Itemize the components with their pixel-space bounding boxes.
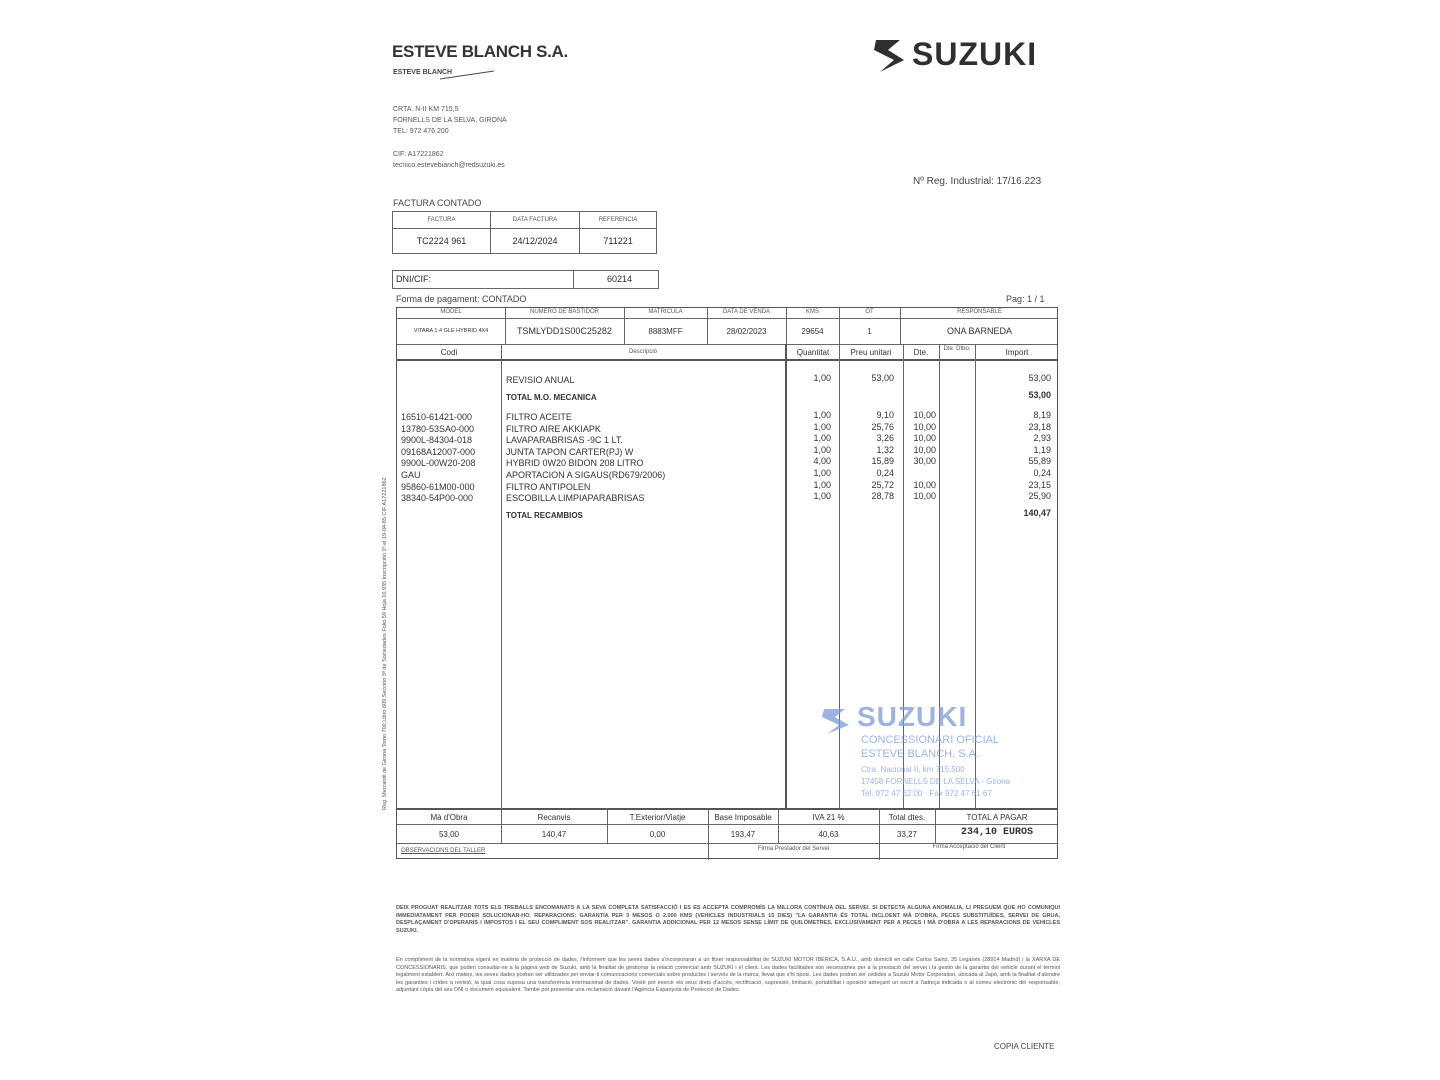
dealer-stamp: SUZUKI CONCESSIONARI OFICIAL ESTEVE BLANCH, S.A. Ctra. Nacional II, km 715,500 17458 FORNELLS DE LA SELVA - Girona Tel. 972 47 62 00 · Fax 972 47 61 67 bbox=[817, 701, 1037, 806]
total-travel: 0,00 bbox=[649, 830, 666, 839]
invoice-title: FACTURA CONTADO bbox=[393, 198, 482, 208]
invoice-header: REFERENCIA bbox=[580, 212, 657, 229]
parts-total-label: TOTAL RECAMBIOS bbox=[506, 511, 583, 520]
dni-label: DNI/CIF: bbox=[396, 274, 431, 284]
data-protection-terms: En compliment de la normativa vigent en matèria de protecció de dades, l'informem que les seves dades s'incorporaran a un fitxer responsabilitat de SUZUKI MOTOR IBÉRICA, S.A.U., amb domicili en calle Carlos Sainz, 35 Leganés (28914 Madrid) i la XARXA DE CONCESSIONARIS, que poden consultar-se a la pàgina web de Suzuki, amb la finalitat de gestionar la relació comercial amb SUZUKI i el client. Les dades facilitades són necessàries per a la prestació del servei i la gestió de la garantia del vehicle durant el termini legalment establert. Així mateix, les seves dades podran ser utilitzades per enviar-li comunicacions comercials sobre productes i serveis de la marca, llevat que s'hi oposi. Les dades podran ser cedides a Suzuki Motor Corporation, ubicada al Japó, amb la finalitat d'atendre les garanties i crides a revisió, la qual cosa suposa una transferència internacional de dades. Vostè pot exercir els seus drets d'accés, rectificació, supressió, limitació, portabilitat i oposició adreçant un escrit a l'adreça indicada o al correu electrònic del responsable, adjuntant còpia del seu DNI o document equivalent. També pot presentar una reclamació davant l'Agència Espanyola de Protecció de Dades. bbox=[396, 957, 1060, 994]
parts-codes: 16510-61421-000 13780-53SA0-000 9900L-84304-018 09168A12007-000 9900L-00W20-208 GAU 95860-61M00-000 38340-54P00-000 bbox=[401, 412, 476, 504]
stamp-suzuki-icon bbox=[819, 707, 855, 735]
copy-label: COPIA CLIENTE bbox=[994, 1042, 1055, 1051]
labour-price: 53,00 bbox=[871, 373, 894, 383]
total-vat: 40,63 bbox=[818, 830, 839, 839]
vehicle-plate: 8883MFF bbox=[648, 327, 683, 336]
invoice-lines-table bbox=[396, 307, 1058, 859]
labour-desc: REVISIO ANUAL bbox=[506, 375, 575, 385]
parts-descriptions: FILTRO ACEITE FILTRO AIRE AKKIAPK LAVAPARABRISAS -9C 1 LT. JUNTA TAPON CARTER(PJ) W HYBRID 0W20 BIDON 208 LITRO APORTACION A SIGAUS(RD679/2006) FILTRO ANTIPOLEN ESCOBILLA LIMPIAPARABRISAS bbox=[506, 412, 666, 504]
labour-total-label: TOTAL M.O. MECANICA bbox=[506, 393, 597, 402]
total-base: 193,47 bbox=[730, 830, 756, 839]
observations-label: OBSERVACIONS DEL TALLER bbox=[401, 848, 486, 854]
totals-header: TOTAL A PAGAR bbox=[966, 813, 1028, 822]
signature-mark bbox=[440, 70, 494, 80]
vehicle-header: KMS bbox=[805, 309, 819, 315]
vehicle-vin: TSMLYDD1S00C25282 bbox=[517, 326, 612, 336]
totals-header: T.Exterior/Viatje bbox=[629, 813, 686, 822]
service-signature-label: Firma Prestador del Servei bbox=[757, 846, 830, 852]
col-header-dte: Dte. bbox=[913, 348, 929, 357]
vehicle-header: MODEL bbox=[440, 309, 462, 315]
parts-amounts: 8,19 23,18 2,93 1,19 55,89 0,24 23,15 25,90 bbox=[1028, 410, 1051, 502]
vehicle-header: DATA DE VENDA bbox=[722, 309, 771, 315]
suzuki-logo: SUZUKI bbox=[870, 36, 1060, 76]
vehicle-header: RESPONSABLE bbox=[957, 309, 1002, 315]
client-code: 60214 bbox=[607, 274, 633, 284]
vehicle-kms: 29654 bbox=[801, 327, 824, 336]
col-header-dte2: Dte. Dtbo. bbox=[943, 346, 971, 352]
vehicle-header: NÚMERO DE BASTIDOR bbox=[529, 309, 599, 315]
suzuki-s-icon bbox=[870, 38, 910, 74]
col-header-desc: Descripció bbox=[628, 349, 657, 355]
company-name: ESTEVE BLANCH S.A. bbox=[392, 42, 568, 61]
invoice-info-table bbox=[392, 211, 657, 254]
payment-method: Forma de pagament: CONTADO bbox=[396, 294, 527, 304]
labour-total: 53,00 bbox=[1028, 390, 1051, 400]
invoice-number: TC2224 961 bbox=[393, 229, 491, 254]
mercantile-registry: Reg. Mercantil de Girona Tomo 700 Libro 609 Sección 3ª de Sociedades Folio 59 Hoja 10.935 Inscripción 1ª el 19-04-85 CIF A17221862 bbox=[382, 477, 388, 810]
vehicle-header: OT bbox=[865, 309, 874, 315]
labour-amount: 53,00 bbox=[1028, 373, 1051, 383]
totals-header: Mà d'Obra bbox=[430, 813, 468, 822]
vehicle-model: VITARA 1.4 GLE HYBRID 4X4 bbox=[413, 328, 489, 334]
total-discounts: 33,27 bbox=[896, 830, 918, 839]
vehicle-sale-date: 28/02/2023 bbox=[726, 327, 767, 336]
parts-discounts: 10,00 10,00 10,00 10,00 30,00 10,00 10,00 bbox=[913, 410, 936, 502]
vehicle-header: MATRÍCULA bbox=[648, 309, 683, 315]
warranty-terms: DEIX PROGUAT REALITZAR TOTS ELS TREBALLS ENCOMANATS A LA SEVA COMPLETA SATISFACCIÓ I ES ES ACCEPTA COMPROMÍS LA MILLORA CONTÍNUA DEL SERVEI. SI DETECTA ALGUNA ANOMALIA, LI PREGUEM QUE HO COMUNIQUI IMMEDIATAMENT PER PODER SOLUCIONAR-HO. REPARACIONS: GARANTIA PER 3 MESOS O 2.000 KMS (VEHICLES INDUSTRIALS 15 DIES) "LA GARANTIA ÉS TOTAL INCLOENT MÀ D'OBRA, PECES SUBSTITUÏDES, SERVEI DE GRUA, DESPLAÇAMENT D'OPERARIS I IMPOSTOS I EL SEU COMPLIMENT SOS REALITZAR". GARANTIA ADDICIONAL PER 12 MESOS SENSE LÍMIT DE QUILÒMETRES, EXCLUSIVAMENT PER A PECES I MÀ D'OBRA A LES REPARACIONS DE VEHICLES SUZUKI. bbox=[396, 905, 1060, 934]
parts-total: 140,47 bbox=[1023, 508, 1051, 518]
parts-quantities: 1,00 1,00 1,00 1,00 4,00 1,00 1,00 1,00 bbox=[813, 410, 831, 502]
total-to-pay: 234,10 EUROS bbox=[960, 827, 1033, 838]
invoice-reference: 711221 bbox=[580, 229, 657, 254]
totals-header: Total dtes. bbox=[888, 813, 926, 822]
totals-header: Recanvis bbox=[537, 813, 571, 822]
page-number: Pag: 1 / 1 bbox=[1006, 294, 1045, 304]
invoice-header: FACTURA bbox=[393, 212, 491, 229]
client-id-box bbox=[392, 270, 659, 289]
parts-prices: 9,10 25,76 3,26 1,32 15,89 0,24 25,72 28,78 bbox=[871, 410, 894, 502]
client-signature-label: Firma Acceptació del Client bbox=[932, 844, 1006, 850]
company-address: CRTA. N-II KM 715,5 FORNELLS DE LA SELVA, GIRONA TEL: 972 476 200 bbox=[393, 106, 507, 135]
totals-header: IVA 21 % bbox=[812, 813, 845, 822]
invoice-date: 24/12/2024 bbox=[490, 229, 579, 254]
col-header-code: Codi bbox=[440, 348, 458, 357]
invoice-header: DATA FACTURA bbox=[490, 212, 579, 229]
col-header-price: Preu unitari bbox=[850, 348, 892, 357]
company-subname: ESTEVE BLANCH bbox=[393, 69, 453, 76]
totals-header: Base Imposable bbox=[714, 813, 772, 822]
company-contact: CIF: A17221862 tecnico.estevebianch@redsuzuki.es bbox=[393, 151, 505, 169]
total-parts: 140,47 bbox=[541, 830, 567, 839]
total-labour: 53,00 bbox=[438, 830, 460, 839]
col-header-import: Import bbox=[1005, 348, 1029, 357]
vehicle-ot: 1 bbox=[867, 327, 872, 336]
col-header-qty: Quantitat bbox=[796, 348, 830, 357]
labour-qty: 1,00 bbox=[813, 373, 831, 383]
vehicle-responsible: ONA BARNEDA bbox=[946, 326, 1013, 336]
industrial-registry: Nº Reg. Industrial: 17/16.223 bbox=[913, 176, 1042, 187]
